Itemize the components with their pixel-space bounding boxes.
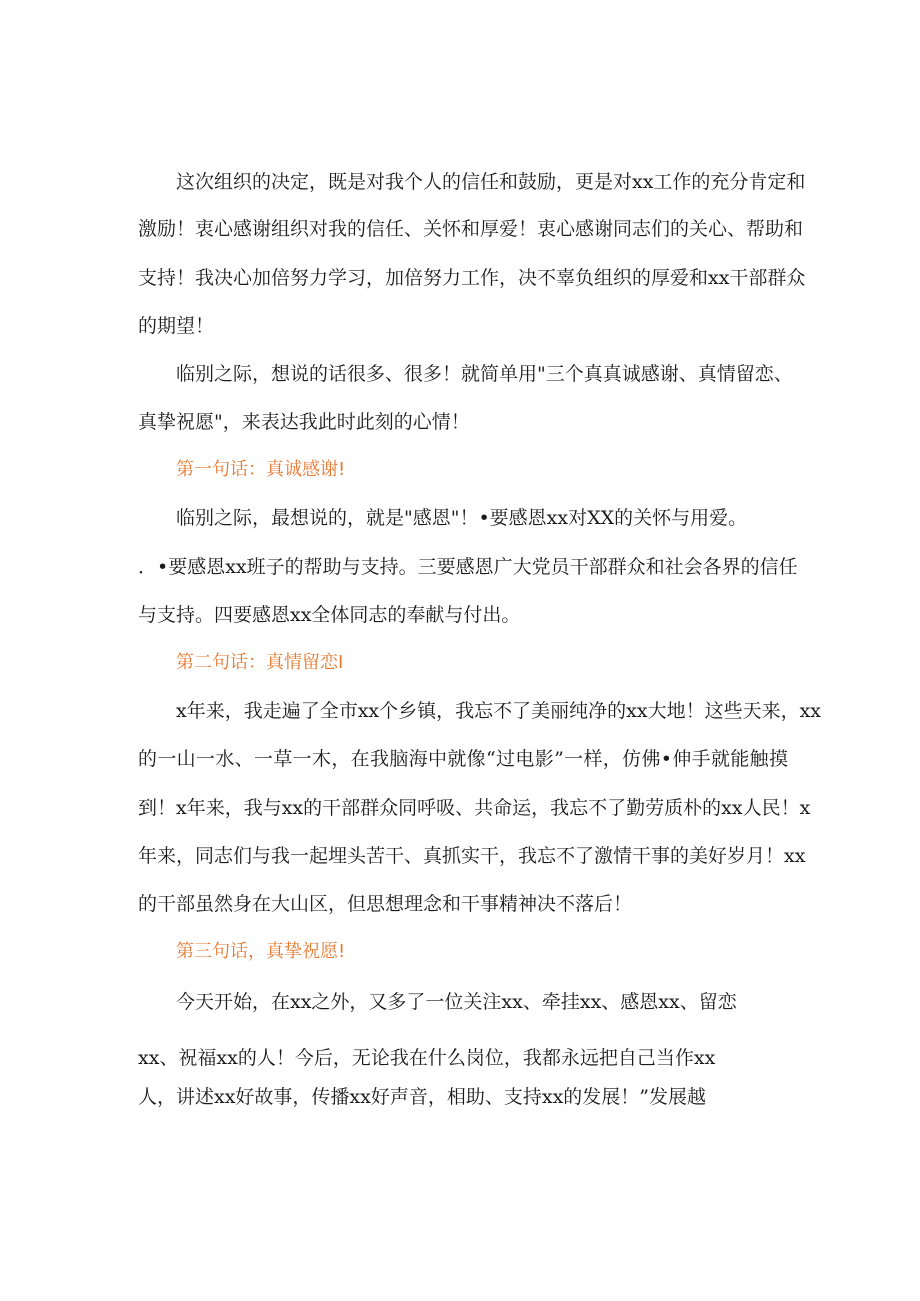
paragraph-4-line-4: 年来，同志们与我一起埋头苦干、真抓实干，我忘不了激情干事的美好岁月！xx	[138, 845, 806, 867]
paragraph-2-line-1: 临别之际，想说的话很多、很多！就简单用"三个真真诚感谢、真情留恋、	[176, 363, 793, 385]
section-heading-3	[176, 940, 345, 964]
paragraph-3-line-1: 临别之际，最想说的，就是"感恩"！•要感恩xx对XX的关怀与用爱。	[176, 507, 748, 529]
section-heading-3-suffix: 真挚祝愿!	[266, 941, 346, 962]
section-heading-2: 第二句话：真情留恋I	[176, 652, 344, 673]
paragraph-4-line-1: x年来，我走遍了全市xx个乡镇，我忘不了美丽纯净的xx大地！这些天来，xx	[176, 700, 822, 722]
paragraph-2-line-2: 真挚祝愿"，来表达我此时此刻的心情！	[138, 411, 470, 433]
paragraph-5-line-3: 人，讲述xx好故事，传播xx好声音，相助、支持xx的发展！”发展越	[138, 1086, 707, 1108]
paragraph-3-line-2: ．•要感恩xx班子的帮助与支持。三要感恩广大党员干部群众和社会各界的信任	[138, 556, 798, 578]
paragraph-5-line-2: xx、祝福xx的人！今后，无论我在什么岗位，我都永远把自己当作xx	[138, 1047, 716, 1069]
paragraph-1-line-1: 这次组织的决定，既是对我个人的信任和鼓励，更是对xx工作的充分肯定和	[176, 171, 806, 193]
section-heading-3-prefix: 第三句话，	[176, 941, 266, 962]
paragraph-1-line-4: 的期望！	[138, 315, 215, 337]
paragraph-4-line-3: 到！x年来，我与xx的干部群众同呼吸、共命运，我忘不了勤劳质朴的xx人民！x	[138, 797, 811, 819]
paragraph-5-line-1: 今天开始，在xx之外，又多了一位关注xx、牵挂xx、感恩xx、留恋	[176, 991, 737, 1013]
paragraph-1-line-3: 支持！我决心加倍努力学习，加倍努力工作，决不辜负组织的厚爱和xx干部群众	[138, 267, 806, 289]
paragraph-3-line-3: 与支持。四要感恩xx全体同志的奉献与付出。	[138, 604, 521, 626]
paragraph-4-line-2: 的一山一水、一草一木，在我脑海中就像“过电影”一样，仿佛•伸手就能触摸	[138, 748, 788, 770]
section-heading-1: 第一句话：真诚感谢!	[176, 459, 346, 480]
paragraph-1-line-2: 激励！衷心感谢组织对我的信任、关怀和厚爱！衷心感谢同志们的关心、帮助和	[138, 218, 804, 240]
paragraph-4-line-5: 的干部虽然身在大山区，但思想理念和干事精神决不落后！	[138, 893, 633, 915]
